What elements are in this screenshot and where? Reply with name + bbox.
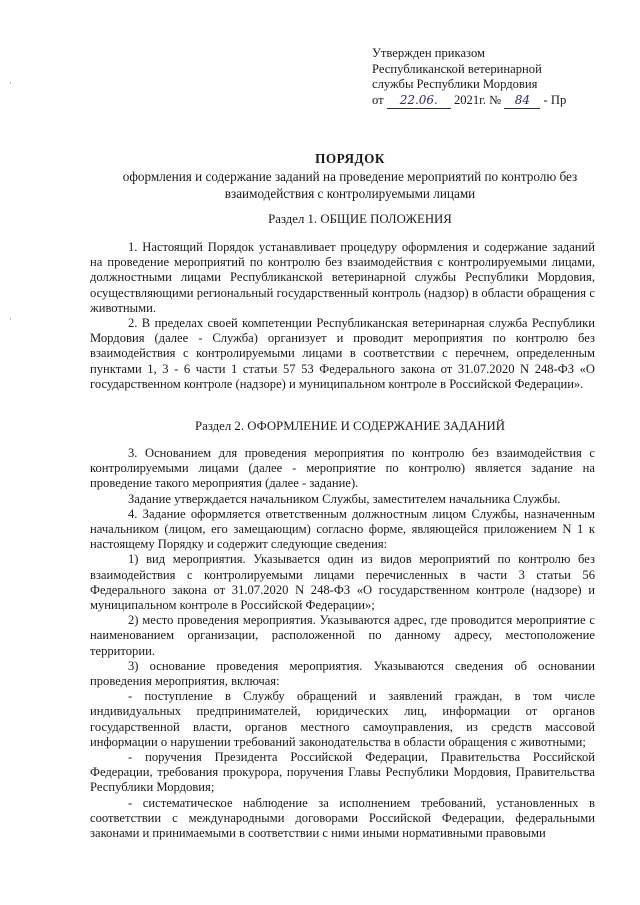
- paragraph-1: 1. Настоящий Порядок устанавливает процедуру оформления и содержание заданий на проведение мероприятий по контролю без взаимодействия с контролируемыми лицами, должностными лицами Республиканской ветеринарной службы Республики Мордовия, осуществляющими региональный государственный контроль (надзор) в области обращения с животными.: [90, 240, 595, 315]
- document-subtitle-line-1: оформления и содержание заданий на проведение мероприятий по контролю без: [122, 169, 578, 184]
- approval-suffix: - Пр: [543, 92, 567, 107]
- document-title: ПОРЯДОК: [315, 151, 385, 166]
- section-1-heading: Раздел 1. ОБЩИЕ ПОЛОЖЕНИЯ: [268, 212, 452, 226]
- list-item-3: 3) основание проведения мероприятия. Указываются сведения об основании проведения мероприятия, включая:: [90, 658, 595, 689]
- section-2-heading: Раздел 2. ОФОРМЛЕНИЕ И СОДЕРЖАНИЕ ЗАДАНИЙ: [195, 419, 505, 433]
- approval-line-1: Утвержден приказом: [372, 46, 485, 60]
- handwritten-date: 22.06.: [387, 93, 451, 110]
- document-title-block: [80, 150, 620, 202]
- handwritten-number: 84: [504, 93, 540, 110]
- approval-stamp-block: [372, 46, 622, 109]
- margin-speck: ·: [9, 314, 12, 324]
- dash-item-1: - поступление в Службу обращений и заявлений граждан, в том числе индивидуальных предпринимателей, юридических лиц, информации от органов государственной власти, органов местного самоуправления, из средств массовой информации о нарушении требований законодательства в области обращения с животными;: [90, 689, 595, 749]
- paragraph-2: 2. В пределах своей компетенции Республиканская ветеринарная служба Республики Мордовия (далее - Служба) организует и проводит мероприятия по контролю без взаимодействия с контролируемыми лицами в соответствии с перечнем, определенным пунктами 1, 3 - 6 части 1 статьи 57 53 Федерального закона от 31.07.2020 N 248-ФЗ «О государственном контроле (надзоре) и муниципальном контроле в Российской Федерации».: [90, 316, 595, 391]
- dash-item-2: - поручения Президента Российской Федерации, Правительства Российской Федерации, требования прокурора, поручения Главы Республики Мордовия, Правительства Республики Мордовия;: [90, 750, 595, 795]
- document-subtitle-line-2: взаимодействия с контролируемыми лицами: [224, 186, 476, 201]
- list-item-1: 1) вид мероприятия. Указывается один из видов мероприятий по контролю без взаимодействия с контролируемыми лицами перечисленных в части 3 статьи 56 Федерального закона от 31.07.2020 N 248-ФЗ «О государственном контроле (надзоре) и муниципальном контроле в Российской Федерации»;: [90, 552, 595, 613]
- list-item-2: 2) место проведения мероприятия. Указываются адрес, где проводится мероприятие с наименованием организации, расположенной по данному адресу, местоположение территории.: [90, 613, 595, 658]
- approval-date-line: [372, 93, 622, 110]
- paragraph-3: 3. Основанием для проведения мероприятия по контролю без взаимодействия с контролируемыми лицами (далее - мероприятие по контролю) является задание на проведение такого мероприятия (далее - задание).: [90, 446, 595, 491]
- approval-from-label: от: [372, 92, 384, 107]
- approval-line-2: Республиканской ветеринарной: [372, 61, 542, 76]
- section-1-body: [90, 240, 595, 392]
- paragraph-4: 4. Задание оформляется ответственным должностным лицом Службы, назначенным начальником (лицом, его замещающим) согласно форме, являющейся приложением N 1 к настоящему Порядку и содержит следующие сведения:: [90, 506, 595, 552]
- approval-year: 2021г. №: [453, 92, 502, 107]
- paragraph-3-approval: Задание утверждается начальником Службы, заместителем начальника Службы.: [128, 491, 561, 506]
- margin-speck: ·: [9, 78, 12, 88]
- approval-line-3: службы Республики Мордовия: [372, 77, 538, 92]
- section-2-body: [90, 446, 595, 841]
- dash-item-3: - систематическое наблюдение за исполнением требований, установленных в соответствии с международными договорами Российской Федерации, федеральными законами и принимаемыми в соответствии с ними иными нормативными правовыми: [90, 795, 595, 841]
